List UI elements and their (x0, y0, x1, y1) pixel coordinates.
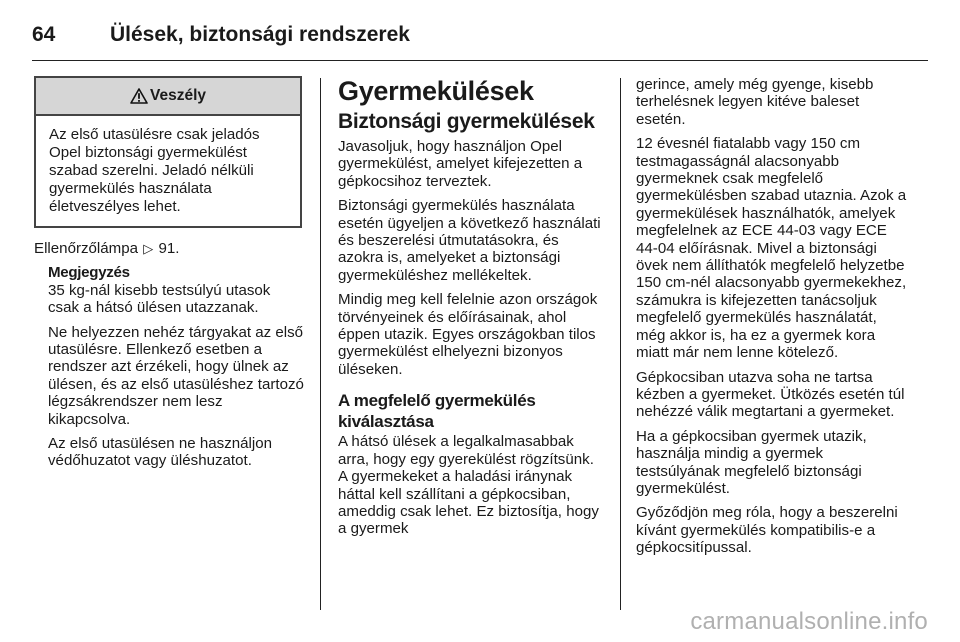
paragraph: A hátsó ülések a legalkalmasabbak arra, hogy egy gyerekülést rögzítsünk. A gyermekeket a haladási iránynak háttal kell szállítani a gépkocsiban, ameddig csak lehet. Ez biztosítja, hogy a gyermek (338, 433, 599, 538)
section-heading: Gyermekülések (338, 76, 534, 106)
paragraph: Biztonsági gyermekülés használata esetén ügyeljen a következő használati és beszerelési útmutatásokra, és azokra is, amelyeket a biztonsági gyermeküléshez mellékeltek. (338, 197, 601, 284)
cross-reference (34, 240, 304, 257)
header-rule (32, 60, 928, 61)
reference-page: 91. (158, 240, 180, 257)
warning-header (36, 78, 300, 116)
chapter-title: Ülések, biztonsági rendszerek (110, 23, 410, 46)
paragraph: Javasoljuk, hogy használjon Opel gyermekülést, amelyet kifejezetten a gépkocsihoz terveztek. (338, 138, 583, 190)
paragraph: Gépkocsiban utazva soha ne tartsa kézben a gyermeket. Ütközés esetén túl nehézzé válik megtartani a gyermeket. (636, 368, 905, 421)
note-paragraph-2: Ne helyezzen nehéz tárgyakat az első utasülésre. Ellenkező esetben a rendszer azt érzékeli, hogy ülnek az ülésen, és az első utasüléshez tartozó légzsákrendszer nem lesz kikapcsolva. (48, 323, 304, 428)
warning-box (34, 76, 302, 228)
note-paragraph-1: 35 kg-nál kisebb testsúlyú utasok csak a hátsó ülésen utazzanak. (48, 281, 271, 317)
reference-label: Ellenőrzőlámpa (34, 240, 139, 257)
column-middle (338, 76, 606, 545)
column-left (34, 76, 304, 477)
warning-triangle-icon (130, 88, 148, 104)
paragraph: gerince, amely még gyenge, kisebb terhelésnek legyen kitéve baleset esetén. (636, 76, 874, 128)
page-reference-arrow-icon: ▷ (143, 241, 154, 256)
subsection-heading: Biztonsági gyermekülések (338, 110, 595, 133)
warning-title: Veszély (149, 87, 207, 105)
paragraph: Győződjön meg róla, hogy a beszerelni kívánt gyermekülés kompatibilis-e a gépkocsitípussal. (636, 504, 898, 557)
page-number: 64 (32, 23, 56, 46)
column-right (636, 76, 908, 564)
page-header (32, 18, 410, 52)
paragraph: Mindig meg kell felelnie azon országok törvényeinek és előírásainak, ahol éppen utazik. Egyes országokban tilos gyermekülést elhelyezni bizonyos üléseken. (338, 291, 598, 378)
warning-text: Az első utasülésre csak jeladós Opel biztonsági gyermekülést szabad szerelni. Jeladó nélküli gyermekülés használata életveszélyes lehet. (49, 126, 260, 215)
watermark: carmanualsonline.info (690, 608, 928, 635)
note-block (34, 264, 304, 469)
paragraph: 12 évesnél fiatalabb vagy 150 cm testmagasságnál alacsonyabb gyermeknek csak megfelelő gyermekülésben szabad utaznia. Azok a gyermekülések használhatók, amelyek megfelelnek az ECE 44-03 vagy ECE 44-04 előírásnak. Mivel a biztonsági övek nem állíthatók megfelelő helyzetbe 150 cm-nél alacsonyabb gyermekekhez, számukra is kifejezetten tanácsoljuk megfelelő gyermekülés használatát, még akkor is, ha ez a gyermek kora miatt már nem lenne kötelező. (636, 135, 907, 362)
column-divider-left (320, 78, 321, 610)
paragraph: Ha a gépkocsiban gyermek utazik, használja mindig a gyermek testsúlyának megfelelő biztonsági gyermekülést. (636, 427, 867, 497)
subheading-choose-seat: A megfelelő gyermekülés kiválasztása (338, 391, 536, 432)
column-divider-right (620, 78, 621, 610)
note-title: Megjegyzés (48, 264, 130, 282)
note-paragraph-3: Az első utasülésen ne használjon védőhuzatot vagy üléshuzatot. (48, 435, 273, 470)
